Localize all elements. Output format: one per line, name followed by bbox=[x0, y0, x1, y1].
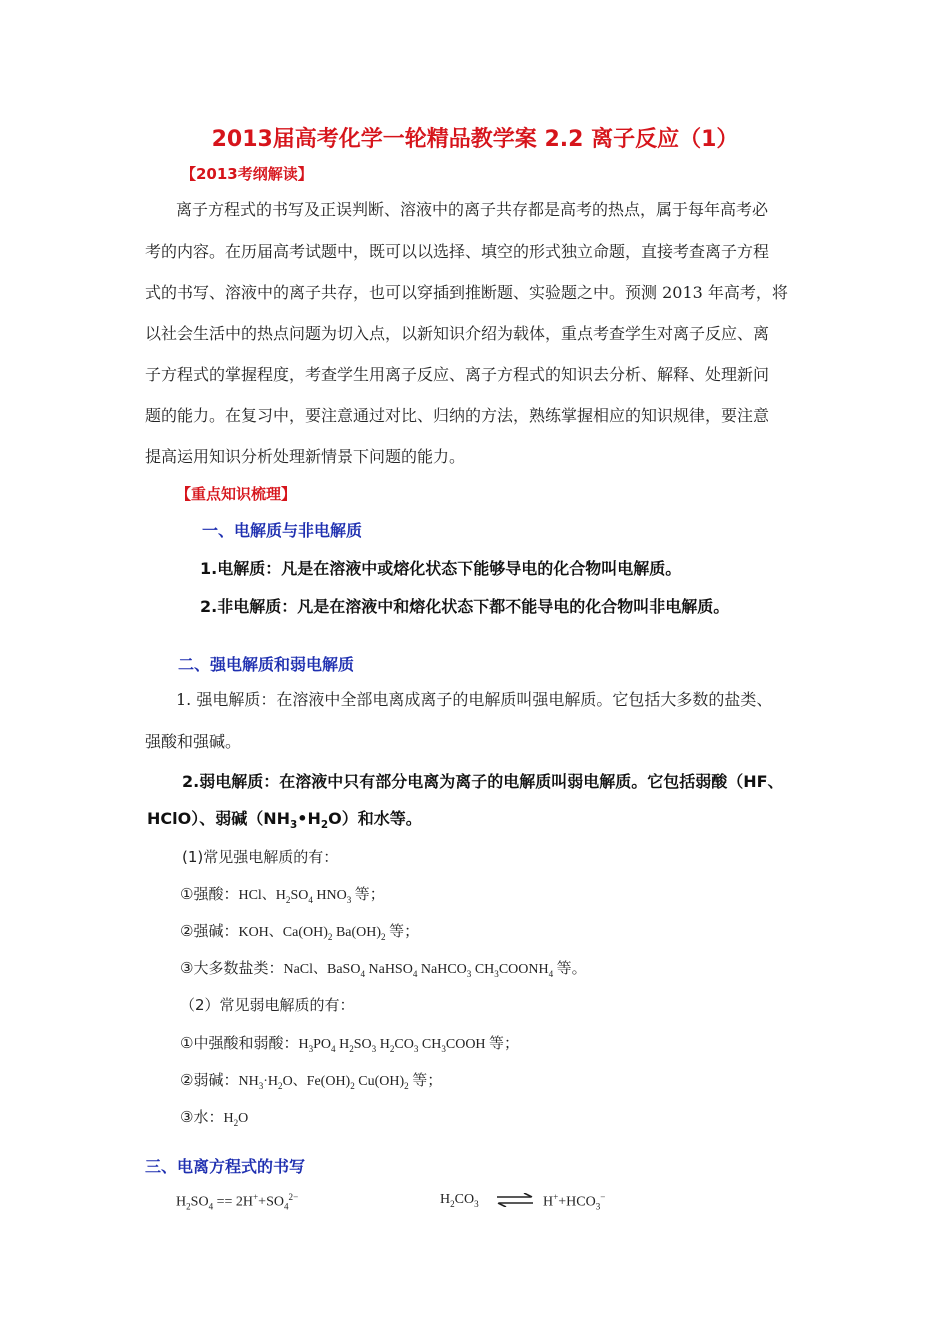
key-knowledge-heading: 【重点知识梳理】 bbox=[176, 485, 297, 503]
syllabus-heading: 【2013考纲解读】 bbox=[181, 165, 313, 183]
weak-electrolyte-line: 2.弱电解质：在溶液中只有部分电离为离子的电解质叫弱电解质。它包括弱酸（HF、 bbox=[182, 772, 784, 791]
ionization-equation-h2so4: $H_2SO_4 == 2H^++SO_4^{2-}$ bbox=[176, 1192, 299, 1212]
section-3-title: 三、电离方程式的书写 bbox=[145, 1157, 306, 1176]
common-weak-heading: （2）常见弱电解质的有： bbox=[180, 996, 355, 1014]
salts-line: ③大多数盐类：NaCl、BaSO$_4$ NaHSO$_4$ NaHCO$_3$ $CH_3COONH_4$ 等。 bbox=[180, 959, 587, 979]
ionization-products-h2co3: $H^++HCO_3^-$ bbox=[543, 1192, 606, 1212]
reversible-arrow-icon bbox=[495, 1193, 535, 1207]
syllabus-line: 式的书写、溶液中的离子共存，也可以穿插到推断题、实验题之中。预测 2013 年高考，将 bbox=[145, 283, 788, 302]
strong-electrolyte-line: 强酸和强碱。 bbox=[145, 732, 242, 751]
syllabus-line: 子方程式的掌握程度，考查学生用离子反应、离子方程式的知识去分析、解释、处理新问 bbox=[145, 365, 770, 384]
strong-acids-line: ①强酸：HCl、$H_2SO_4$ $HNO_3$ 等； bbox=[180, 885, 385, 905]
common-strong-heading: (1)常见强电解质的有： bbox=[182, 848, 339, 866]
weak-electrolyte-line-2: HClO）、弱碱$(NH_3•H_2O)$和水等。 bbox=[147, 809, 422, 832]
ionization-equation-h2co3: $H_2CO_3$ bbox=[440, 1192, 479, 1209]
section-2-title: 二、强电解质和弱电解质 bbox=[178, 655, 355, 674]
section-1-title: 一、电解质与非电解质 bbox=[202, 521, 363, 540]
electrolyte-definition: 1.电解质：凡是在溶液中或熔化状态下能够导电的化合物叫电解质。 bbox=[200, 559, 682, 578]
syllabus-line: 离子方程式的书写及正误判断、溶液中的离子共存都是高考的热点，属于每年高考必 bbox=[176, 200, 769, 219]
syllabus-line: 以社会生活中的热点问题为切入点，以新知识介绍为载体，重点考查学生对离子反应、离 bbox=[145, 324, 770, 343]
non-electrolyte-definition: 2.非电解质：凡是在溶液中和熔化状态下都不能导电的化合物叫非电解质。 bbox=[200, 597, 730, 616]
weak-acids-line: ①中强酸和弱酸：$H_3PO_4$ $H_2SO_3$ $H_2CO_3$ $CH_3COOH$ 等； bbox=[180, 1034, 520, 1054]
syllabus-line: 提高运用知识分析处理新情景下问题的能力。 bbox=[145, 447, 466, 466]
strong-electrolyte-line: 1. 强电解质：在溶液中全部电离成离子的电解质叫强电解质。它包括大多数的盐类、 bbox=[176, 690, 773, 709]
syllabus-line: 题的能力。在复习中，要注意通过对比、归纳的方法，熟练掌握相应的知识规律，要注意 bbox=[145, 406, 770, 425]
strong-bases-line: ②强碱：KOH、$Ca(OH)_2$ $Ba(OH)_2$ 等； bbox=[180, 922, 420, 942]
weak-bases-line: ②弱碱：$NH_3\cdot H_2O$、$Fe(OH)_2$ $Cu(OH)_2$ 等； bbox=[180, 1071, 443, 1091]
syllabus-line: 考的内容。在历届高考试题中，既可以以选择、填空的形式独立命题，直接考查离子方程 bbox=[145, 242, 770, 261]
document-title: 2013届高考化学一轮精品教学案 2.2 离子反应（1） bbox=[211, 127, 739, 152]
water-line: ③水：$H_2O$ bbox=[180, 1108, 249, 1128]
